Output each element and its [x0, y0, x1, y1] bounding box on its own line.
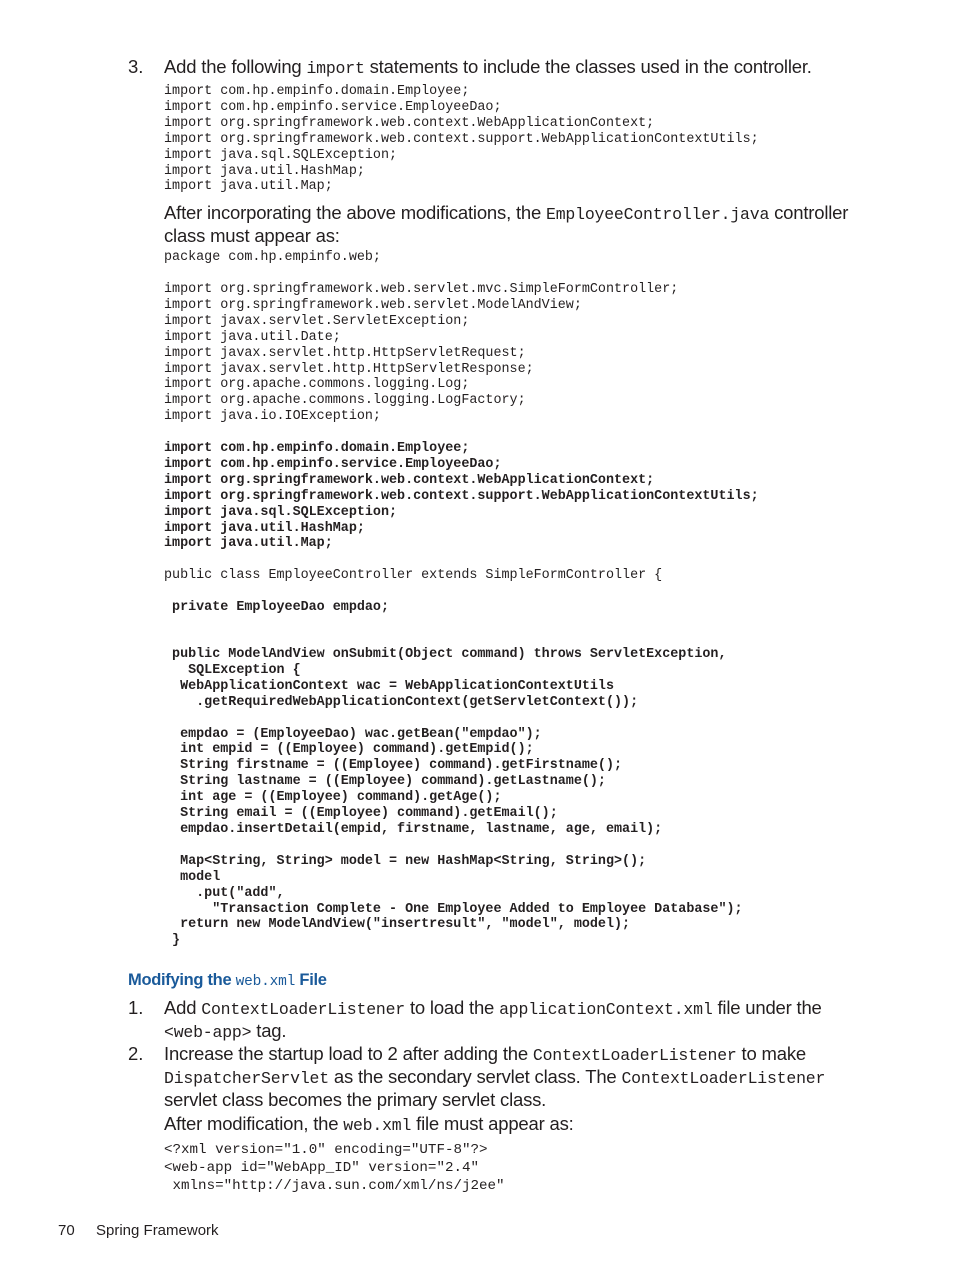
- list-number-1: 1.: [128, 997, 144, 1018]
- code-class-declaration: public class EmployeeController extends SimpleFormController {: [164, 568, 663, 583]
- list-item-1-text: Add: [164, 997, 202, 1018]
- step3-code: import: [306, 59, 365, 78]
- code-block-web-xml: <?xml version="1.0" encoding="UTF-8"?> <web-app id="WebApp_ID" version="2.4" xmlns="http://java.sun.com/xml/ns/j2ee": [164, 1142, 505, 1194]
- list-item-1-code: ContextLoaderListener: [201, 1000, 405, 1019]
- code-package-line: package com.hp.empinfo.web;: [164, 250, 381, 265]
- list-item-2-text: Increase the startup load to 2 after adding the: [164, 1043, 533, 1064]
- code-method-body: public ModelAndView onSubmit(Object command) throws ServletException, SQLException { WebApplicationContext wac = WebApplicationContextUtils .getRequiredWebApplicationContext(getServletContext()); empdao = (EmployeeDao) wac.getBean("empdao"); int empid = ((Employee) command).getEmpid(); String firstname = ((Employee) command).getFirstname(); String lastname = ((Employee) command).getLastname(); int age = ((Employee) command).getAge(); String email = ((Employee) command).getEmail(); empdao.insertDetail(empid, firstname, lastname, age, email); Map<String, String> model = new HashMap<String, String>(); model .put("add", "Transaction Complete - One Employee Added to Employee Database"); return new ModelAndView("insertresult", "model", model); }: [172, 647, 743, 949]
- para-after-text-before: After incorporating the above modifications, the: [164, 202, 547, 223]
- list-item-1-code: <web-app>: [164, 1023, 252, 1042]
- code-imports-regular: import org.springframework.web.servlet.mvc.SimpleFormController; import org.springframework.web.servlet.ModelAndView; import javax.servlet.ServletException; import java.util.Date; import javax.servlet.http.HttpServletRequest; import javax.servlet.http.HttpServletResponse; import org.apache.commons.logging.Log; import org.apache.commons.logging.LogFactory; import java.io.IOException;: [164, 282, 679, 425]
- list-number-3: 3.: [128, 56, 144, 77]
- para-after-modification: [164, 1113, 864, 1136]
- page-number: 70: [58, 1222, 75, 1239]
- section-heading: [128, 970, 327, 992]
- step3-text: [164, 56, 864, 79]
- list-item-2: [164, 1043, 864, 1110]
- list-item-2-text: to make: [736, 1043, 806, 1064]
- list-item-1-text: file under the: [712, 997, 822, 1018]
- after-mod-text-after: file must appear as:: [411, 1113, 574, 1134]
- heading-text-before: Modifying the: [128, 971, 236, 989]
- para-after-modifications: [164, 202, 864, 246]
- heading-code: web.xml: [235, 974, 296, 990]
- after-mod-code: web.xml: [343, 1116, 412, 1135]
- list-item-2-code: ContextLoaderListener: [621, 1069, 826, 1088]
- list-item-2-text: servlet class becomes the primary servlet class.: [164, 1089, 547, 1110]
- list-item-1: [164, 997, 864, 1043]
- code-block-imports: import com.hp.empinfo.domain.Employee; import com.hp.empinfo.service.EmployeeDao; import org.springframework.web.context.WebApplicationContext; import org.springframework.web.context.support.WebApplicationContextUtils; import java.sql.SQLException; import java.util.HashMap; import java.util.Map;: [164, 84, 759, 195]
- step3-text-after: statements to include the classes used in the controller.: [364, 56, 812, 77]
- list-item-2-code: ContextLoaderListener: [532, 1046, 737, 1065]
- list-item-1-text: tag.: [251, 1020, 287, 1041]
- after-mod-text-before: After modification, the: [164, 1113, 344, 1134]
- footer-section-title: Spring Framework: [96, 1222, 219, 1239]
- list-number-2: 2.: [128, 1043, 144, 1064]
- list-item-2-code: DispatcherServlet: [164, 1069, 329, 1088]
- para-after-text-after: controller class must appear as:: [164, 202, 849, 246]
- code-field-declaration: private EmployeeDao empdao;: [164, 600, 389, 615]
- list-item-1-text: to load the: [405, 997, 500, 1018]
- step3-text-before: Add the following: [164, 56, 307, 77]
- code-imports-bold: import com.hp.empinfo.domain.Employee; import com.hp.empinfo.service.EmployeeDao; import org.springframework.web.context.WebApplicationContext; import org.springframework.web.context.support.WebApplicationContextUtils; import java.sql.SQLException; import java.util.HashMap; import java.util.Map;: [164, 441, 759, 552]
- list-item-1-code: applicationContext.xml: [499, 1000, 713, 1019]
- list-item-2-text: as the secondary servlet class. The: [328, 1066, 622, 1087]
- para-after-code: EmployeeController.java: [546, 205, 770, 224]
- heading-text-after: File: [295, 971, 327, 989]
